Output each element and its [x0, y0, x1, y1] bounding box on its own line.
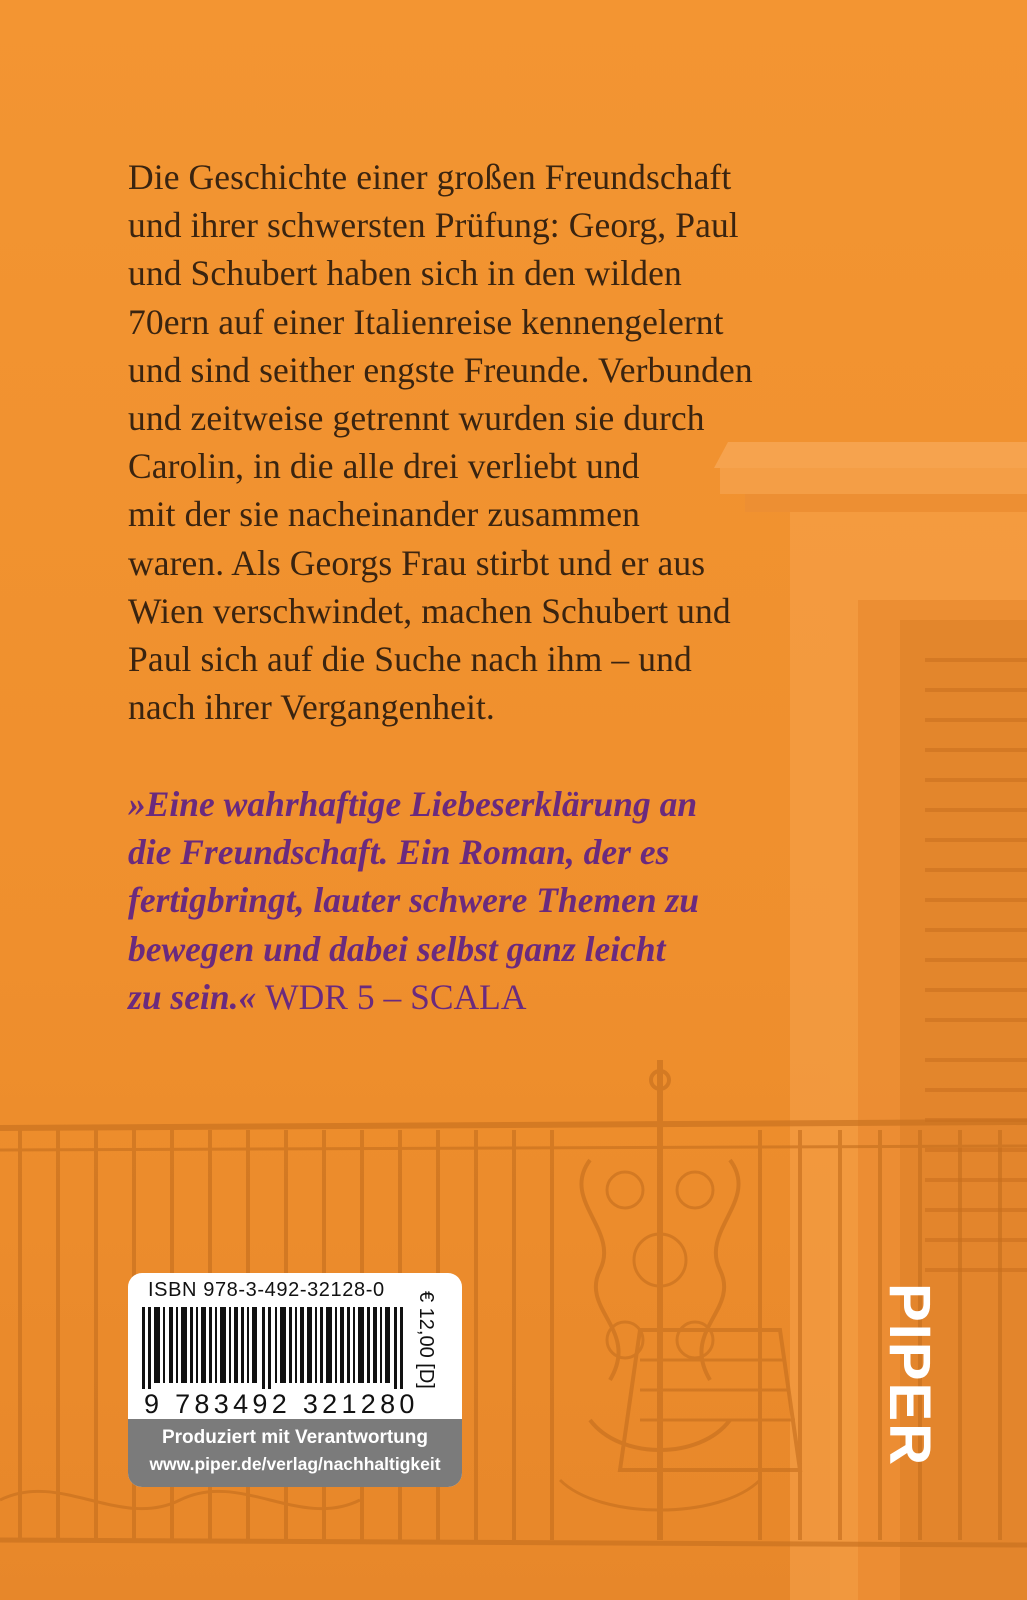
- review-quote: [128, 780, 818, 1021]
- piper-logo: PIPER: [877, 1283, 942, 1468]
- review-quote-text: »Eine wahrhaftige Liebeserklärung an die Freundschaft. Ein Roman, der es fertigbringt, lauter schwere Themen zu bewegen und dabei selbst ganz leicht zu sein.«: [128, 784, 699, 1017]
- barcode-icon: [142, 1307, 404, 1389]
- barcode-label: [128, 1273, 462, 1487]
- sustainability-url: www.piper.de/verlag/nachhaltigkeit: [149, 1454, 441, 1474]
- sustainability-title: Produziert mit Verantwortung: [161, 1427, 429, 1448]
- sustainability-band: [128, 1419, 462, 1487]
- isbn-label: ISBN 978-3-492-32128-0: [148, 1279, 385, 1301]
- blurb-text: Die Geschichte einer großen Freundschaft und ihrer schwersten Prüfung: Georg, Paul und Schubert haben sich in den wilden 70ern auf einer Italienreise kennengelernt und sind seither engste Freunde. Verbunden und zeitweise getrennt wurden sie durch Carolin, in die alle drei verliebt und mit der sie nacheinander zusammen waren. Als Georgs Frau stirbt und er aus Wien verschwindet, machen Schubert und Paul sich auf die Suche nach ihm – und nach ihrer Vergangenheit.: [128, 157, 753, 728]
- price-label: € 12,00 [D]: [415, 1291, 437, 1389]
- review-source: WDR 5 – SCALA: [265, 976, 527, 1017]
- isbn-digits: 9 783492 321280: [144, 1389, 419, 1419]
